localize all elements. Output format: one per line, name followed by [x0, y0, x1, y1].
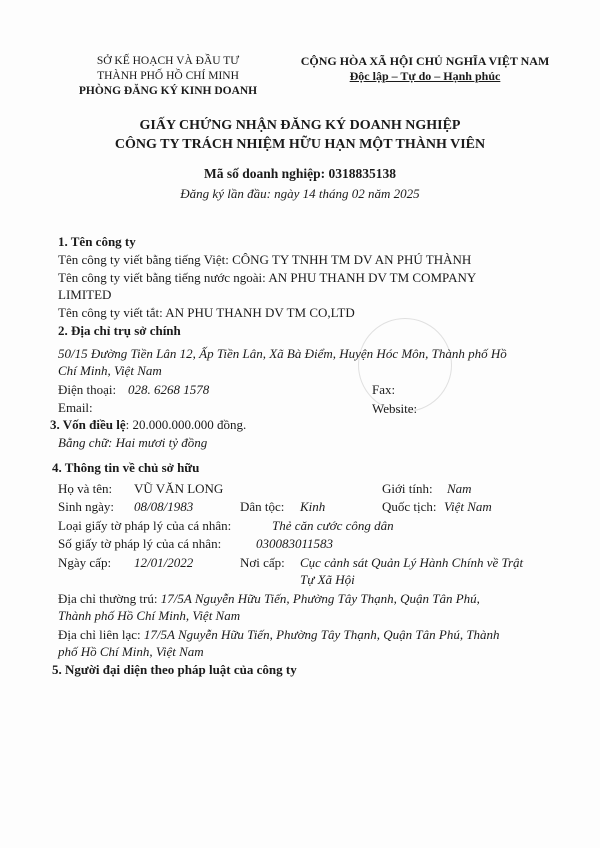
- charter-capital-line: [50, 417, 246, 433]
- issue-place-l2: Tự Xã Hội: [300, 572, 355, 587]
- nationality-value: Việt Nam: [444, 499, 492, 514]
- permanent-address-label: Địa chỉ thường trú:: [58, 591, 158, 606]
- issuing-authority: [48, 54, 288, 99]
- charter-capital-value: : 20.000.000.000 đồng.: [125, 417, 247, 432]
- issue-date-value: 12/01/2022: [134, 555, 194, 570]
- contact-address-l2: phố Hồ Chí Minh, Việt Nam: [58, 644, 204, 659]
- business-code: Mã số doanh nghiệp: 0318835138: [203, 166, 397, 181]
- head-office-address-l1: 50/15 Đường Tiền Lân 12, Ấp Tiền Lân, Xã Bà Điểm, Huyện Hóc Môn, Thành phố Hồ: [58, 346, 507, 361]
- issue-place-l1: Cục cảnh sát Quản Lý Hành Chính về Trật: [300, 555, 524, 570]
- dob-value: 08/08/1983: [134, 499, 194, 514]
- fax-label: Fax:: [372, 382, 396, 397]
- section-4-heading: 4. Thông tin về chủ sở hữu: [52, 460, 200, 475]
- legal-doc-type-value: Thẻ căn cước công dân: [272, 518, 394, 533]
- section-2-heading: 2. Địa chỉ trụ sở chính: [58, 323, 181, 338]
- company-short-name: Tên công ty viết tắt: AN PHU THANH DV TM CO,LTD: [58, 305, 355, 320]
- gender-label: Giới tính:: [382, 481, 433, 496]
- email-label: Email:: [58, 400, 93, 415]
- nationality-label: Quốc tịch:: [382, 499, 437, 514]
- contact-address-label: Địa chỉ liên lạc:: [58, 627, 141, 642]
- org-line-2: THÀNH PHỐ HỒ CHÍ MINH: [97, 70, 239, 82]
- permanent-address-l1: 17/5A Nguyễn Hữu Tiến, Phường Tây Thạnh, Quận Tân Phú,: [160, 591, 480, 606]
- company-name-vn: Tên công ty viết bằng tiếng Việt: CÔNG TY TNHH TM DV AN PHÚ THÀNH: [58, 252, 472, 267]
- legal-doc-number-value: 030083011583: [256, 536, 334, 551]
- permanent-address-line: [58, 591, 480, 607]
- org-line-1: SỞ KẾ HOẠCH VÀ ĐẦU TƯ: [96, 55, 240, 67]
- gender-value: Nam: [447, 481, 472, 496]
- registration-date: Đăng ký lần đầu: ngày 14 tháng 02 năm 2025: [180, 186, 420, 201]
- contact-address-line: [58, 627, 500, 643]
- permanent-address-l2: Thành phố Hồ Chí Minh, Việt Nam: [58, 608, 241, 623]
- nation-name: CỘNG HÒA XÃ HỘI CHỦ NGHĨA VIỆT NAM: [300, 54, 550, 68]
- company-type: CÔNG TY TRÁCH NHIỆM HỮU HẠN MỘT THÀNH VIÊN: [114, 137, 486, 152]
- company-name-foreign-l2: LIMITED: [58, 287, 112, 302]
- legal-doc-type-label: Loại giấy tờ pháp lý của cá nhân:: [58, 518, 232, 533]
- org-line-3: PHÒNG ĐĂNG KÝ KINH DOANH: [78, 85, 258, 97]
- phone-value: 028. 6268 1578: [128, 382, 210, 397]
- ethnic-label: Dân tộc:: [240, 499, 285, 514]
- section-1-heading: 1. Tên công ty: [58, 234, 136, 249]
- phone-label: Điện thoại:: [58, 382, 117, 397]
- issue-date-label: Ngày cấp:: [58, 555, 112, 570]
- website-label: Website:: [372, 401, 418, 416]
- national-motto: Độc lập – Tự do – Hạnh phúc: [349, 69, 501, 83]
- section-3-heading: 3. Vốn điều lệ: [50, 417, 126, 432]
- section-5-heading: 5. Người đại diện theo pháp luật của công ty: [52, 662, 297, 677]
- owner-name-label: Họ và tên:: [58, 481, 113, 496]
- company-name-foreign-l1: Tên công ty viết bằng tiếng nước ngoài: AN PHU THANH DV TM COMPANY: [58, 270, 477, 285]
- ethnic-value: Kinh: [300, 499, 326, 514]
- document-title: GIẤY CHỨNG NHẬN ĐĂNG KÝ DOANH NGHIỆP: [139, 118, 461, 133]
- legal-doc-number-label: Số giấy tờ pháp lý của cá nhân:: [58, 536, 222, 551]
- national-header: [282, 54, 568, 84]
- issue-place-label: Nơi cấp:: [240, 555, 285, 570]
- head-office-address-l2: Chí Minh, Việt Nam: [58, 363, 162, 378]
- dob-label: Sinh ngày:: [58, 499, 114, 514]
- owner-name-value: VŨ VĂN LONG: [134, 481, 224, 496]
- capital-in-words: Bằng chữ: Hai mươi tỷ đồng: [58, 435, 208, 450]
- contact-address-l1: 17/5A Nguyễn Hữu Tiến, Phường Tây Thạnh, Quận Tân Phú, Thành: [143, 627, 500, 642]
